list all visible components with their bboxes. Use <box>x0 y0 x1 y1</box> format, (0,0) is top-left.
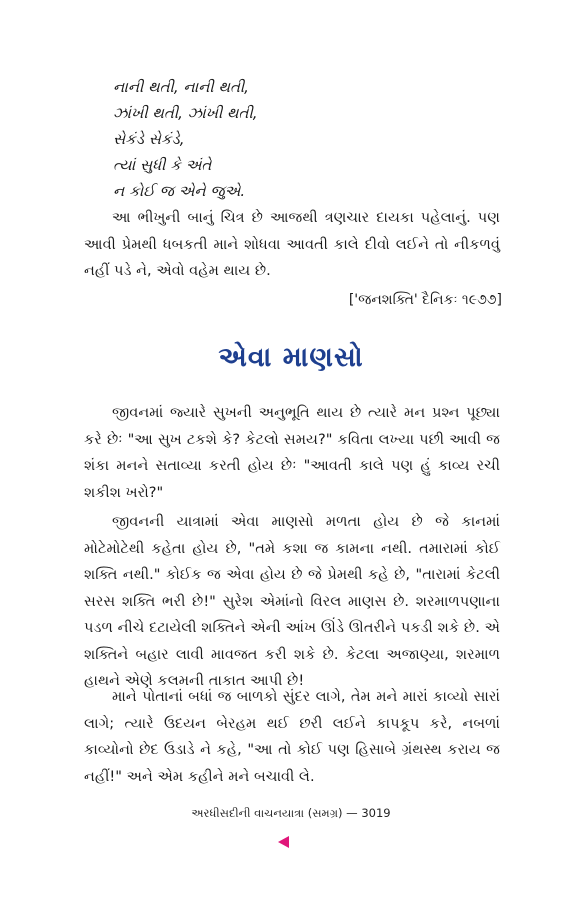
source-citation: ['જનશક્તિ' દૈનિકઃ ૧૯૭૭] <box>348 292 502 308</box>
poem-line: ઝાંખી થતી, ઝાંખી થતી, <box>113 104 258 122</box>
closing-paragraph: આ ભીખુની બાનું ચિત્ર છે આજથી ત્રણચાર દાયકા પહેલાનું. પણ આવી પ્રેમથી ધબકતી માને શોધવા આવતી કાલે દીવો લઈને તો નીકળવું નહીં પડે ને, એવો વહેમ થાય છે. <box>84 209 500 279</box>
essay-title: એવા માણસો <box>218 342 364 373</box>
poem-line: ન કોઈ જ એને જુએ. <box>113 182 246 200</box>
poem-line: ત્યાં સુધી કે અંતે <box>113 156 212 174</box>
previous-page-arrow-icon[interactable] <box>278 836 289 848</box>
body-paragraph: જીવનમાં જ્યારે સુખની અનુભૂતિ થાય છે ત્યારે મન પ્રશ્ન પૂછ્યા કરે છેઃ "આ સુખ ટકશે કે? કેટલો સમય?" કવિતા લખ્યા પછી આવી જ શંકા મનને સતાવ્યા કરતી હોય છેઃ "આવતી કાલે પણ હું કાવ્ય રચી શકીશ ખરો?" <box>84 404 500 501</box>
body-paragraph: માને પોતાનાં બધાં જ બાળકો સુંદર લાગે, તેમ મને મારાં કાવ્યો સારાં લાગે; ત્યારે ઉદયન બેરહમ થઈ છરી લઈને કાપકૂપ કરે, નબળાં કાવ્યોનો છેદ ઉડાડે ને કહે, "આ તો કોઈ પણ હિસાબે ગ્રંથસ્થ કરાય જ નહીં!" અને એમ કહીને મને બચાવી લે. <box>84 688 500 785</box>
poem-line: નાની થતી, નાની થતી, <box>113 78 249 96</box>
poem-line: સેકંડે સેકંડે, <box>113 130 185 148</box>
poem-excerpt <box>113 74 513 204</box>
page-footer: અરધીસદીની વાચનયાત્રા (સમગ્ર) — 3019 <box>191 806 391 820</box>
body-paragraph: જીવનની યાત્રામાં એવા માણસો મળતા હોય છે જે કાનમાં મોટેમોટેથી કહેતા હોય છે, "તમે કશા જ કામના નથી. તમારામાં કોઈ શક્તિ નથી." કોઈક જ એવા હોય છે જે પ્રેમથી કહે છે, "તારામાં કેટલી સરસ શક્તિ ભરી છે!" સુરેશ એમાંનો વિરલ માણસ છે. શરમાળપણાના પડળ નીચે દટાયેલી શક્તિને એની આંખ ઊંડે ઊતરીને પકડી શકે છે. એ શક્તિને બહાર લાવી માવજત કરી શકે છે. કેટલા અજાણ્યા, શરમાળ હાથને એણે કલમની તાકાત આપી છે! <box>84 513 500 689</box>
